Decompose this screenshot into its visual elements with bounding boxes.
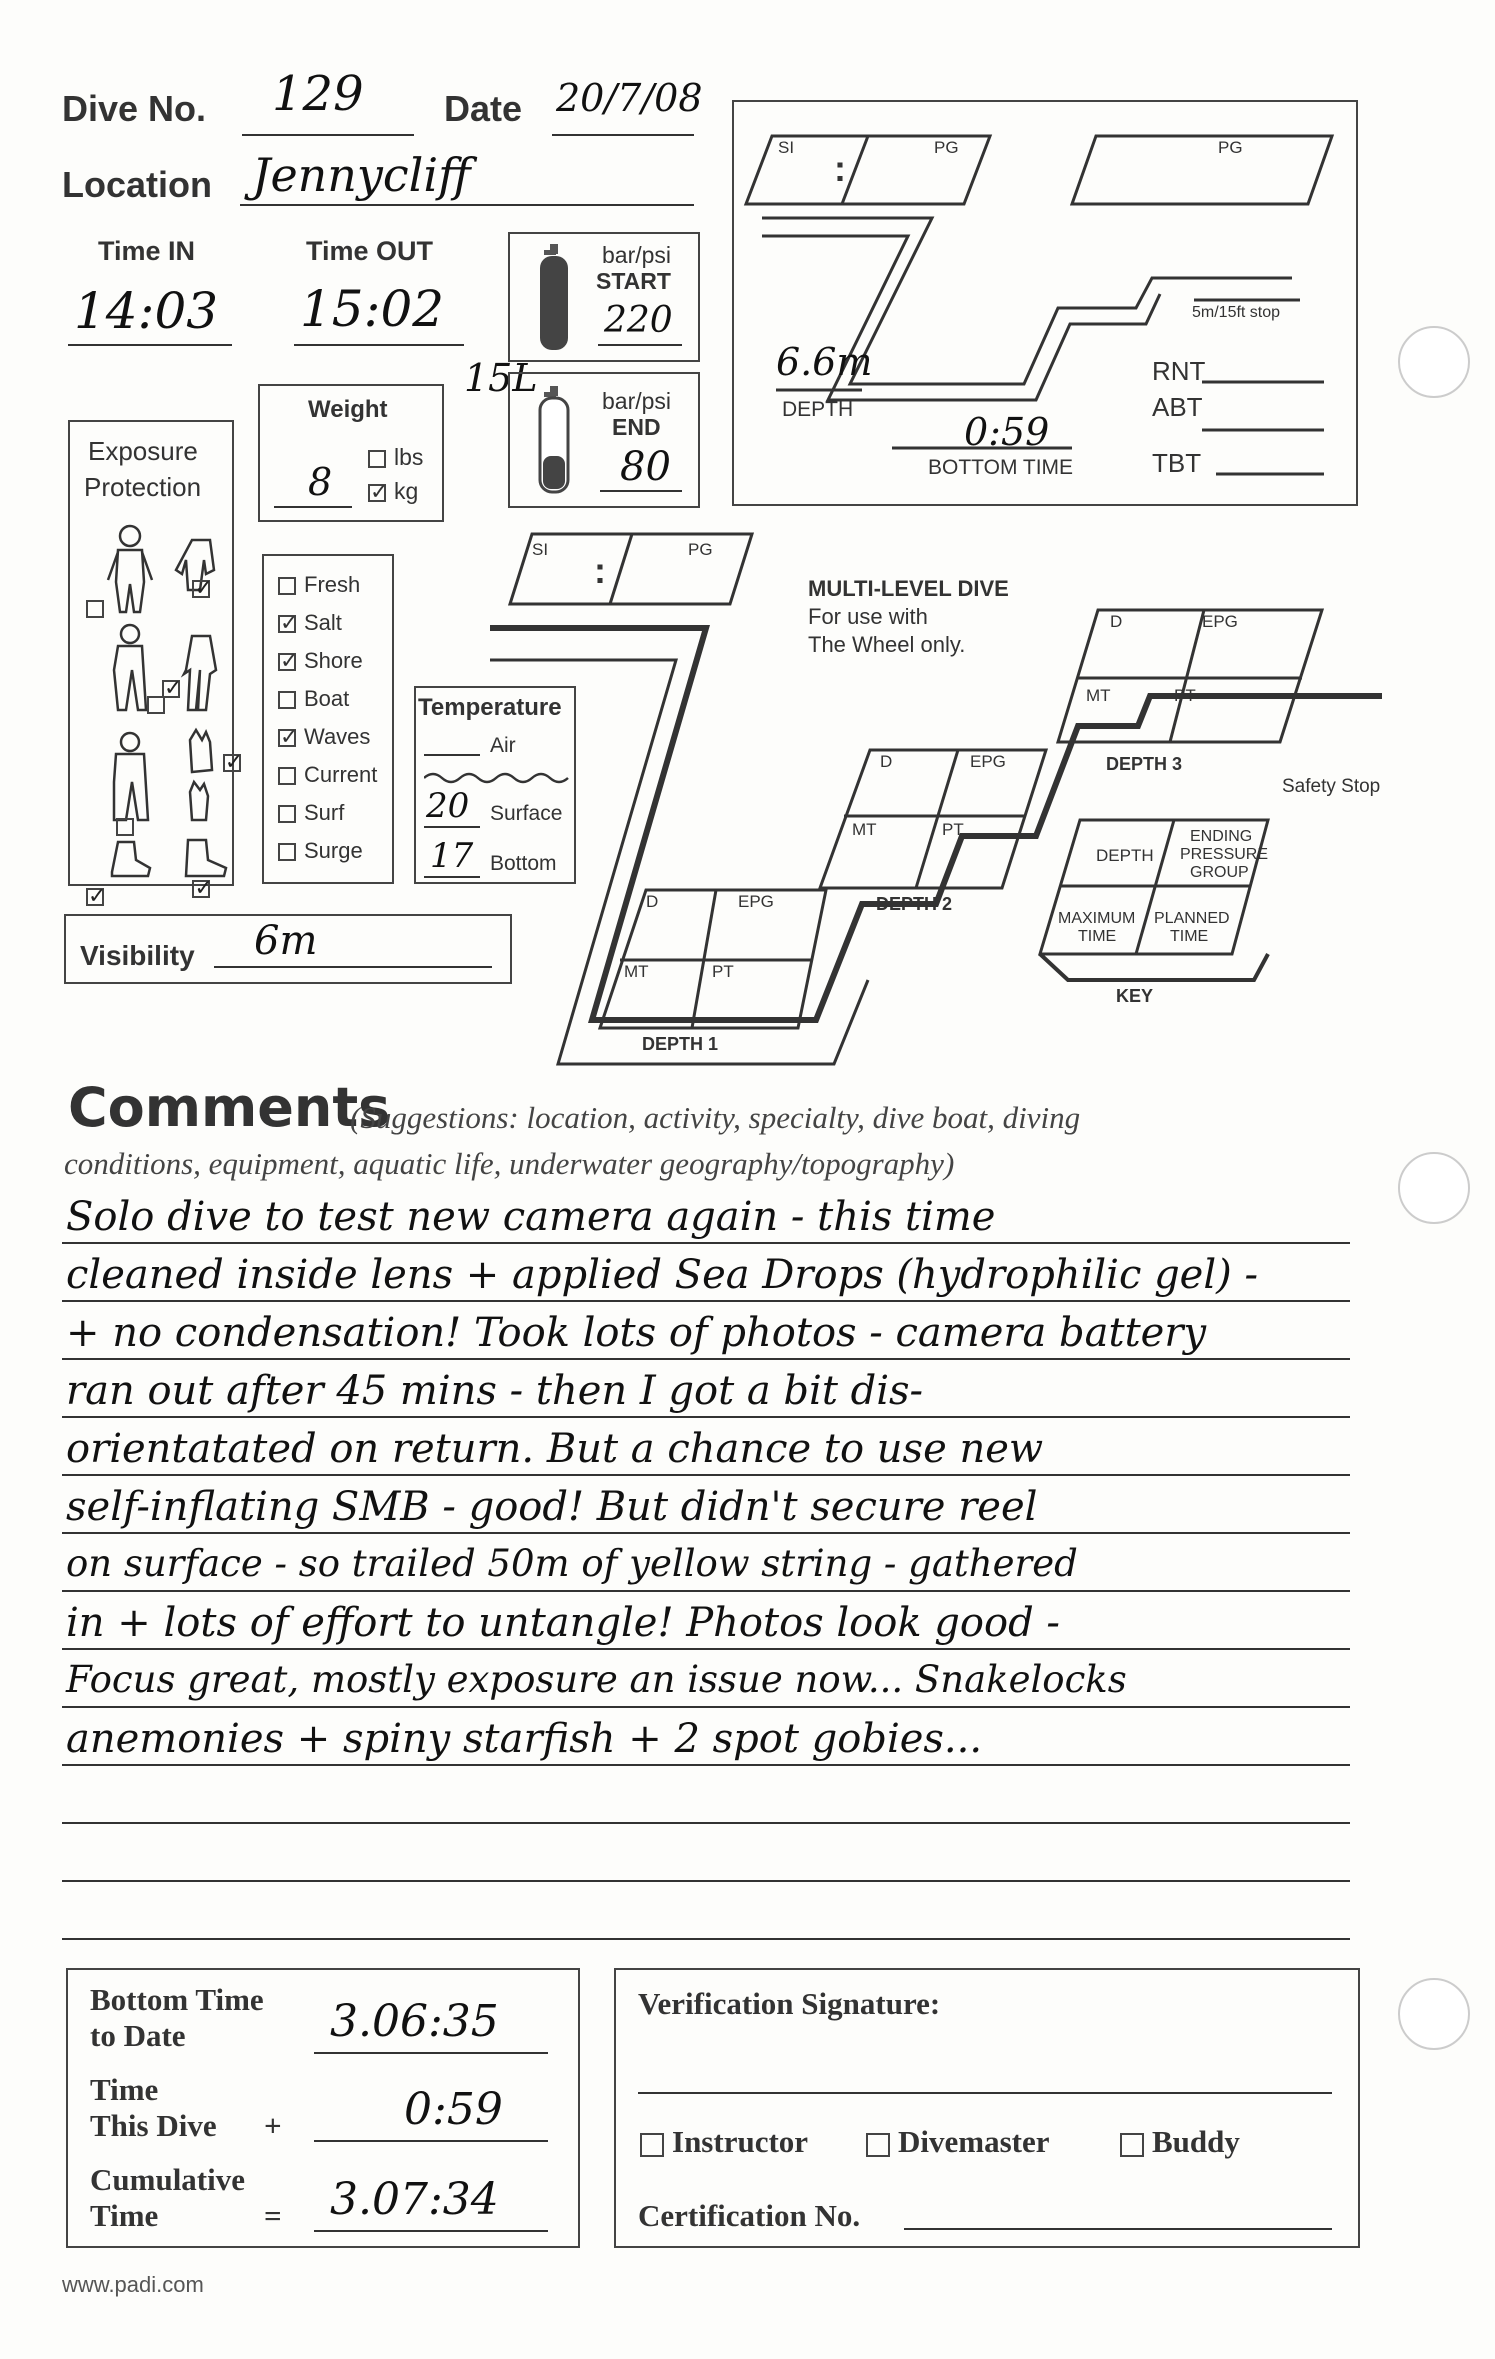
time-out-label: Time OUT bbox=[306, 236, 434, 266]
buddy-label: Buddy bbox=[1152, 2124, 1240, 2159]
comment-text-line[interactable]: self-inflating SMB - good! But didn't secure reel bbox=[66, 1484, 1038, 1530]
dive-no-line bbox=[242, 134, 414, 136]
visibility-value[interactable]: 6m bbox=[254, 918, 318, 964]
depth1-label: DEPTH 1 bbox=[642, 1034, 719, 1054]
exposure-check-6[interactable]: ✓ bbox=[224, 750, 244, 776]
depth2-mt: MT bbox=[852, 820, 877, 839]
comment-text-line[interactable]: in + lots of effort to untangle! Photos look good - bbox=[66, 1600, 1060, 1646]
depth1-mt: MT bbox=[624, 962, 649, 981]
depth3-epg: EPG bbox=[1202, 612, 1238, 631]
verification-signature-label: Verification Signature: bbox=[638, 1986, 941, 2021]
salt-checkbox[interactable]: ✓ bbox=[280, 611, 299, 637]
this-dive-label-2: This Dive bbox=[90, 2108, 217, 2143]
date-label: Date bbox=[444, 88, 523, 129]
waves-label: Waves bbox=[304, 724, 371, 749]
conditions-box bbox=[262, 554, 394, 884]
surge-checkbox[interactable] bbox=[278, 843, 296, 861]
comment-text-line[interactable]: + no condensation! Took lots of photos - camera battery bbox=[66, 1310, 1207, 1356]
multilevel-title: MULTI-LEVEL DIVE bbox=[808, 576, 1009, 601]
profile-stop-label: 5m/15ft stop bbox=[1192, 304, 1281, 321]
depth3-mt: MT bbox=[1086, 686, 1111, 705]
key-pt-2: TIME bbox=[1170, 928, 1209, 945]
comment-line bbox=[62, 1938, 1350, 1940]
key-epg-2: PRESSURE bbox=[1180, 846, 1269, 863]
time-out-value[interactable]: 15:02 bbox=[300, 280, 445, 338]
condition-boat[interactable] bbox=[278, 686, 349, 712]
bottom-time-to-date-label-2: to Date bbox=[90, 2018, 186, 2053]
bottom-time-to-date-label-1: Bottom Time bbox=[90, 1982, 264, 2017]
binder-hole-middle bbox=[1398, 1152, 1470, 1224]
lbs-label: lbs bbox=[394, 444, 424, 470]
multilevel-si-label: SI bbox=[532, 540, 549, 559]
comments-suggestions-1: (Suggestions: location, activity, specialty, dive boat, diving bbox=[350, 1100, 1081, 1135]
profile-rnt-label: RNT bbox=[1152, 356, 1206, 386]
comment-text-line[interactable]: ran out after 45 mins - then I got a bit dis- bbox=[66, 1368, 924, 1414]
comments-heading: Comments bbox=[68, 1076, 391, 1139]
current-label: Current bbox=[304, 762, 378, 787]
multilevel-diagram bbox=[480, 530, 1400, 1090]
location-label: Location bbox=[62, 164, 212, 205]
comment-line bbox=[62, 1532, 1350, 1534]
tank-size-note[interactable]: 15L bbox=[464, 356, 538, 400]
certification-line[interactable] bbox=[904, 2228, 1332, 2230]
profile-pg-label: PG bbox=[934, 138, 959, 157]
instructor-checkbox[interactable] bbox=[640, 2133, 664, 2157]
date-value[interactable]: 20/7/08 bbox=[556, 76, 703, 120]
cumulative-line bbox=[314, 2230, 548, 2232]
profile-bottom-time-label: BOTTOM TIME bbox=[928, 456, 1074, 479]
depth1-d: D bbox=[646, 892, 659, 911]
comment-line bbox=[62, 1822, 1350, 1824]
this-dive-plus: + bbox=[264, 2108, 282, 2143]
exposure-check-2[interactable]: ✓ bbox=[194, 576, 213, 601]
time-out-line bbox=[294, 344, 464, 346]
key-label: KEY bbox=[1116, 986, 1154, 1006]
profile-depth-value[interactable]: 6.6m bbox=[776, 340, 873, 384]
binder-hole-bottom bbox=[1398, 1978, 1470, 2050]
surface-value[interactable]: 20 bbox=[426, 786, 470, 826]
kg-label: kg bbox=[394, 478, 419, 504]
tank-start-line bbox=[598, 344, 682, 346]
kg-checkbox[interactable]: ✓ bbox=[370, 479, 389, 505]
time-in-line bbox=[68, 344, 232, 346]
condition-current[interactable] bbox=[278, 762, 377, 788]
dive-no-value[interactable]: 129 bbox=[272, 66, 364, 122]
divemaster-option[interactable] bbox=[866, 2124, 1050, 2160]
comment-line bbox=[62, 1706, 1350, 1708]
surge-label: Surge bbox=[304, 838, 363, 863]
condition-surge[interactable] bbox=[278, 838, 363, 864]
condition-surf[interactable] bbox=[278, 800, 344, 826]
comment-line bbox=[62, 1416, 1350, 1418]
key-depth: DEPTH bbox=[1096, 846, 1154, 865]
exposure-check-4[interactable]: ✓ bbox=[164, 676, 183, 702]
tank-end-unit: bar/psi bbox=[602, 388, 672, 414]
multilevel-pg-label: PG bbox=[688, 540, 713, 559]
buddy-option[interactable] bbox=[1120, 2124, 1240, 2160]
cumulative-label-1: Cumulative bbox=[90, 2162, 245, 2197]
depth1-epg: EPG bbox=[738, 892, 774, 911]
comment-line bbox=[62, 1648, 1350, 1650]
comment-text-line[interactable]: anemonies + spiny starfish + 2 spot gobies... bbox=[66, 1716, 983, 1762]
date-line bbox=[552, 134, 694, 136]
multilevel-si-colon: : bbox=[594, 550, 606, 591]
multilevel-subtitle-2: The Wheel only. bbox=[808, 632, 966, 657]
comment-line bbox=[62, 1358, 1350, 1360]
comment-text-line[interactable]: cleaned inside lens + applied Sea Drops (hydrophilic gel) - bbox=[66, 1252, 1258, 1298]
verification-signature-line[interactable] bbox=[638, 2092, 1332, 2094]
profile-si-colon: : bbox=[834, 148, 846, 189]
this-dive-line bbox=[314, 2140, 548, 2142]
tank-start-value[interactable]: 220 bbox=[604, 300, 673, 341]
exposure-title-1: Exposure bbox=[88, 436, 198, 466]
visibility-label: Visibility bbox=[80, 940, 195, 971]
bottom-time-to-date-line bbox=[314, 2052, 548, 2054]
divemaster-checkbox[interactable] bbox=[866, 2133, 890, 2157]
key-mt-2: TIME bbox=[1078, 928, 1117, 945]
multilevel-subtitle-1: For use with bbox=[808, 604, 928, 629]
multilevel-safety-stop: Safety Stop bbox=[1282, 776, 1381, 797]
comment-line bbox=[62, 1474, 1350, 1476]
boat-checkbox[interactable] bbox=[278, 691, 296, 709]
bottom-temp-label: Bottom bbox=[490, 852, 557, 875]
shore-checkbox[interactable]: ✓ bbox=[280, 649, 299, 675]
key-epg-1: ENDING bbox=[1190, 828, 1253, 845]
footer-url[interactable]: www.padi.com bbox=[62, 2272, 204, 2297]
tank-end-value[interactable]: 80 bbox=[620, 444, 671, 490]
tank-end-line bbox=[600, 490, 682, 492]
depth2-d: D bbox=[880, 752, 893, 771]
depth2-label: DEPTH 2 bbox=[876, 894, 953, 914]
time-in-value[interactable]: 14:03 bbox=[74, 282, 219, 340]
profile-si-label: SI bbox=[778, 138, 795, 157]
weight-kg-option[interactable] bbox=[368, 478, 418, 505]
tank-start-unit: bar/psi bbox=[602, 242, 672, 268]
surface-label: Surface bbox=[490, 802, 563, 825]
exposure-check-5[interactable] bbox=[116, 818, 134, 836]
exposure-checks bbox=[86, 576, 244, 910]
comment-line bbox=[62, 1300, 1350, 1302]
tank-start-label: START bbox=[596, 268, 671, 294]
comment-text-line[interactable]: Focus great, mostly exposure an issue now... Snakelocks bbox=[66, 1658, 1127, 1701]
exposure-check-3[interactable] bbox=[147, 696, 165, 714]
dive-no-label: Dive No. bbox=[62, 88, 207, 129]
comments-suggestions-2: conditions, equipment, aquatic life, underwater geography/topography) bbox=[64, 1146, 955, 1181]
comment-text-line[interactable]: orientatated on return. But a chance to use new bbox=[66, 1426, 1044, 1472]
key-pt-1: PLANNED bbox=[1154, 910, 1230, 927]
time-in-label: Time IN bbox=[98, 236, 196, 266]
fresh-label: Fresh bbox=[304, 572, 361, 597]
profile-tbt-label: TBT bbox=[1152, 448, 1202, 478]
condition-shore[interactable] bbox=[278, 648, 363, 674]
key-mt-1: MAXIMUM bbox=[1058, 910, 1136, 927]
boat-label: Boat bbox=[304, 686, 350, 711]
surface-line bbox=[424, 826, 480, 828]
comment-text-line[interactable]: Solo dive to test new camera again - this time bbox=[66, 1194, 996, 1240]
bottom-temp-line bbox=[424, 876, 480, 878]
depth1-pt: PT bbox=[712, 962, 734, 981]
depth2-epg: EPG bbox=[970, 752, 1006, 771]
bottom-time-to-date-value[interactable]: 3.06:35 bbox=[330, 1996, 499, 2047]
location-line bbox=[240, 204, 694, 206]
divemaster-label: Divemaster bbox=[898, 2124, 1050, 2159]
certification-label: Certification No. bbox=[638, 2198, 861, 2233]
exposure-check-8[interactable]: ✓ bbox=[194, 876, 213, 902]
air-label: Air bbox=[490, 734, 516, 757]
profile-pg2-label: PG bbox=[1218, 138, 1243, 157]
exposure-title-2: Protection bbox=[84, 472, 202, 502]
visibility-line bbox=[214, 966, 492, 968]
binder-hole-top bbox=[1398, 326, 1470, 398]
buddy-checkbox[interactable] bbox=[1120, 2133, 1144, 2157]
comment-line bbox=[62, 1242, 1350, 1244]
weight-label: Weight bbox=[308, 396, 388, 423]
comment-line bbox=[62, 1764, 1350, 1766]
depth3-label: DEPTH 3 bbox=[1106, 754, 1183, 774]
tank-end-label: END bbox=[612, 414, 661, 440]
profile-abt-label: ABT bbox=[1152, 392, 1203, 422]
profile-depth-label: DEPTH bbox=[782, 398, 854, 421]
depth3-pt: PT bbox=[1174, 686, 1196, 705]
depth3-d: D bbox=[1110, 612, 1123, 631]
tank-empty-icon bbox=[536, 386, 572, 496]
weight-value[interactable]: 8 bbox=[308, 460, 333, 504]
bottom-temp-value[interactable]: 17 bbox=[430, 836, 474, 876]
fresh-checkbox[interactable] bbox=[278, 577, 296, 595]
cumulative-value[interactable]: 3.07:34 bbox=[330, 2174, 499, 2225]
depth2-pt: PT bbox=[942, 820, 964, 839]
exposure-check-7[interactable]: ✓ bbox=[88, 884, 107, 910]
comment-line bbox=[62, 1590, 1350, 1592]
profile-bottom-time-value[interactable]: 0:59 bbox=[964, 410, 1050, 454]
this-dive-value[interactable]: 0:59 bbox=[404, 2084, 503, 2135]
air-line bbox=[424, 754, 480, 756]
weight-lbs-option[interactable] bbox=[368, 444, 423, 471]
instructor-option[interactable] bbox=[640, 2124, 808, 2160]
key-epg-3: GROUP bbox=[1190, 864, 1249, 881]
condition-fresh[interactable] bbox=[278, 572, 360, 598]
waves-checkbox[interactable]: ✓ bbox=[280, 725, 299, 751]
lbs-checkbox[interactable] bbox=[368, 450, 386, 468]
current-checkbox[interactable] bbox=[278, 767, 296, 785]
exposure-check-1[interactable] bbox=[86, 600, 104, 618]
surf-label: Surf bbox=[304, 800, 345, 825]
condition-salt[interactable] bbox=[278, 610, 342, 636]
tank-full-icon bbox=[536, 244, 572, 352]
location-value[interactable]: Jennycliff bbox=[252, 148, 471, 202]
cumulative-equals: = bbox=[264, 2198, 282, 2233]
salt-label: Salt bbox=[304, 610, 342, 635]
comment-line bbox=[62, 1880, 1350, 1882]
temperature-title: Temperature bbox=[418, 694, 562, 721]
comment-text-line[interactable]: on surface - so trailed 50m of yellow string - gathered bbox=[66, 1542, 1078, 1585]
weight-line bbox=[274, 506, 352, 508]
condition-waves[interactable] bbox=[278, 724, 370, 750]
surf-checkbox[interactable] bbox=[278, 805, 296, 823]
instructor-label: Instructor bbox=[672, 2124, 809, 2159]
cumulative-label-2: Time bbox=[90, 2198, 159, 2233]
this-dive-label-1: Time bbox=[90, 2072, 159, 2107]
shore-label: Shore bbox=[304, 648, 363, 673]
